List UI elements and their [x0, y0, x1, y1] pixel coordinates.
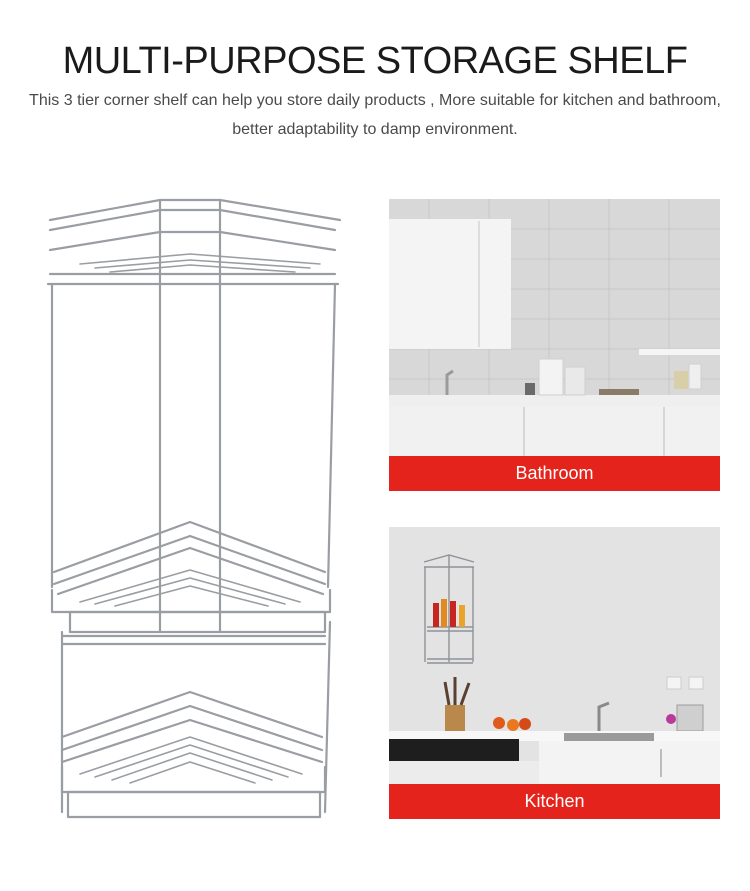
- page-title: MULTI-PURPOSE STORAGE SHELF: [62, 40, 688, 82]
- bathroom-photo: [389, 199, 720, 491]
- bathroom-scene: [389, 199, 720, 491]
- bathroom-label: Bathroom: [389, 456, 720, 491]
- page-subtitle: This 3 tier corner shelf can help you store daily products , More suitable for kitchen and bathroom, better adaptability to damp environment.: [29, 92, 721, 138]
- kitchen-scene: [389, 527, 720, 819]
- kitchen-photo: [389, 527, 720, 819]
- kitchen-label: Kitchen: [389, 784, 720, 819]
- corner-shelf-image: [40, 192, 350, 832]
